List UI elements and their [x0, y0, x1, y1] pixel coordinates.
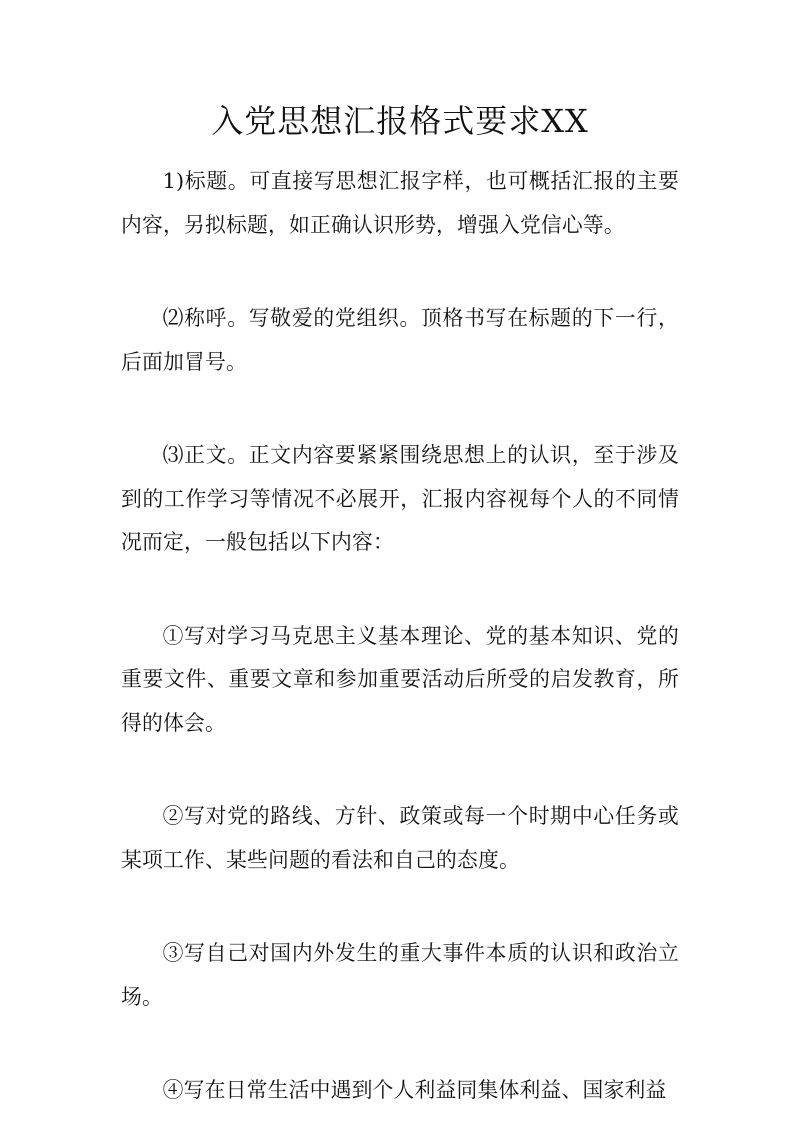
paragraph-item-4: ④写在日常生活中遇到个人利益同集体利益、国家利益: [162, 1078, 667, 1102]
paragraph-item-2: ②写对党的路线、方针、政策或每一个时期中心任务或某项工作、某些问题的看法和自己的态度。: [121, 804, 679, 872]
paragraph-title-rule: 1)标题。可直接写思想汇报字样，也可概括汇报的主要内容，另拟标题，如正确认识形势，增强入党信心等。: [121, 169, 679, 237]
paragraph-salutation-rule: ⑵称呼。写敬爱的党组织。顶格书写在标题的下一行，后面加冒号。: [121, 306, 679, 374]
paragraph-item-3: ③写自己对国内外发生的重大事件本质的认识和政治立场。: [121, 941, 679, 1009]
document-title: 入党思想汇报格式要求XX: [211, 102, 589, 140]
paragraph-body-rule: ⑶正文。正文内容要紧紧围绕思想上的认识，至于涉及到的工作学习等情况不必展开，汇报内容视每个人的不同情况而定，一般包括以下内容：: [121, 443, 679, 554]
paragraph-item-1: ①写对学习马克思主义基本理论、党的基本知识、党的重要文件、重要文章和参加重要活动后所受的启发教育，所得的体会。: [121, 623, 679, 735]
